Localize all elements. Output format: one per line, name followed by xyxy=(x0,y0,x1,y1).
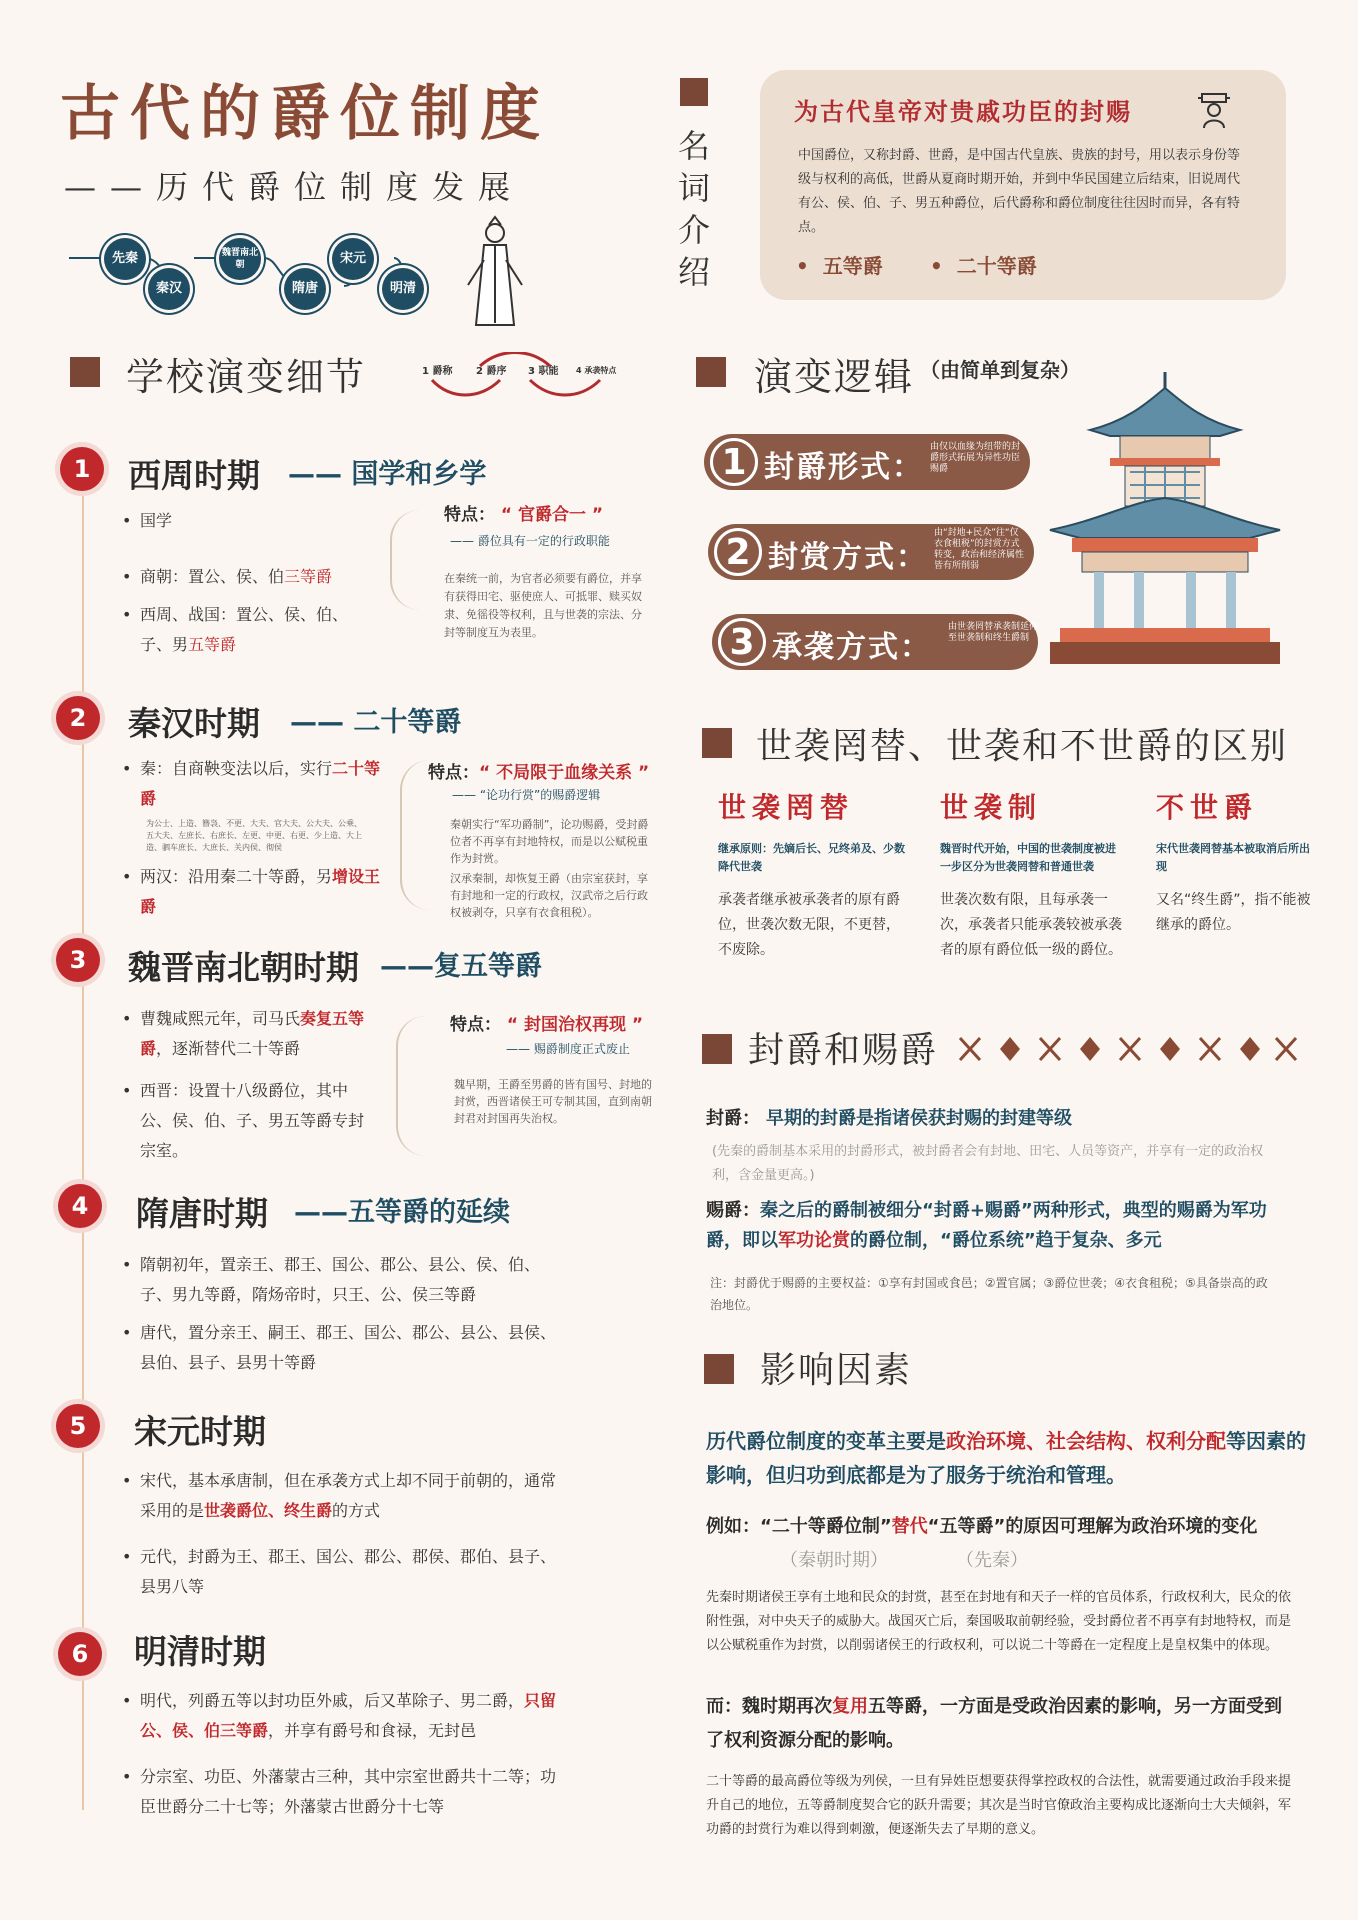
period-number: 1 xyxy=(60,447,104,491)
period-bullets xyxy=(122,1466,564,1610)
period-bullets xyxy=(122,862,382,930)
logic-section-title: 演变逻辑 xyxy=(754,355,915,399)
period-title: 明清时期 xyxy=(134,1632,266,1671)
feature-subline: —— 赐爵制度正式废止 xyxy=(506,1042,630,1056)
logic-number: 2 xyxy=(714,528,762,576)
period-bullets xyxy=(122,1004,378,1174)
period-title: 宋元时期 xyxy=(134,1412,266,1451)
official-hat-icon xyxy=(1196,90,1232,130)
logic-item-title: 承袭方式： xyxy=(772,630,932,665)
period-bullets xyxy=(122,1250,564,1386)
section-marker xyxy=(702,728,732,758)
diff-rule: 魏晋时代开始，中国的世袭制度被进一步区分为世袭罔替和普通世袭 xyxy=(940,842,1116,873)
intro-tag-ershideng: • 二十等爵 xyxy=(930,254,1037,278)
period-number: 3 xyxy=(56,938,100,982)
feature-subline: —— “论功行赏”的赐爵逻辑 xyxy=(452,788,601,802)
page-title: 古代的爵位制度 xyxy=(60,79,550,149)
diff-heading: 不世爵 xyxy=(1156,791,1259,824)
period-number: 6 xyxy=(58,1632,102,1676)
page-subtitle: ——历代爵位制度发展 xyxy=(64,168,525,206)
period-number: 4 xyxy=(58,1184,102,1228)
period-subtitle: —— 二十等爵 xyxy=(290,707,462,738)
bullet-item: • 两汉：沿用秦二十等爵，另增设王爵 xyxy=(122,862,382,922)
timeline-node: 隋唐 xyxy=(284,268,326,310)
bracket-divider xyxy=(390,510,420,610)
section-marker xyxy=(696,357,726,387)
feng-note: (先秦的爵制基本采用的封爵形式，被封爵者会有封地、田宅、人员等资产，并享有一定的政治权利，含金量更高。) xyxy=(712,1144,1264,1183)
factors-contrast: 而：魏时期再次复用五等爵，一方面是受政治因素的影响，另一方面受到了权利资源分配的影响。 xyxy=(706,1696,1282,1751)
pagoda-illustration xyxy=(1030,370,1300,670)
logic-paren: （由简单到复杂） xyxy=(920,358,1080,382)
feng-line: 封爵： 早期的封爵是指诸侯获封赐的封建等级 xyxy=(706,1108,1072,1129)
bullet-item: • 宋代，基本承唐制，但在承袭方式上却不同于前朝的，通常采用的是世袭爵位、终生爵的方式 xyxy=(122,1466,564,1526)
bullet-item: • 西晋：设置十八级爵位，其中公、侯、伯、子、男五等爵专封宗室。 xyxy=(122,1076,378,1166)
feature-desc: 秦朝实行“军功爵制”，论功赐爵，受封爵位者不再享有封地特权，而是以公赋税重作为封赏。 xyxy=(450,818,649,865)
feature-subline: —— 爵位具有一定的行政职能 xyxy=(450,534,610,548)
period-subtitle: ——复五等爵 xyxy=(380,951,542,982)
logic-item xyxy=(712,614,1038,670)
diff-rule: 宋代世袭罔替基本被取消后所出现 xyxy=(1156,842,1310,873)
logic-number: 3 xyxy=(718,618,766,666)
factors-lead: 历代爵位制度的变革主要是政治环境、社会结构、权利分配等因素的影响，但归功到底都是为了服务于统治和管理。 xyxy=(706,1429,1306,1487)
bracket-divider xyxy=(396,1016,426,1156)
flow-step: 1 爵称 xyxy=(422,366,453,377)
timeline-node: 明清 xyxy=(382,268,424,310)
period-timeline-line xyxy=(82,480,84,1810)
feature-line: 特点：“ 不局限于血缘关系 ” xyxy=(428,763,650,783)
bullet-item: • 西周、战国：置公、侯、伯、子、男五等爵 xyxy=(122,600,372,660)
intro-card xyxy=(760,70,1286,300)
period-bullets xyxy=(122,754,382,822)
period-title: 魏晋南北朝时期 xyxy=(128,948,359,987)
flow-step: 3 职能 xyxy=(528,366,559,377)
bullet-item: • 秦：自商鞅变法以后，实行二十等爵 xyxy=(122,754,382,814)
period-bullets xyxy=(122,506,372,668)
feature-desc: 魏早期，王爵至男爵的皆有国号、封地的封赏，西晋诸侯王可专制其国，直到南朝封君对封国再失治权。 xyxy=(454,1078,652,1125)
section-marker xyxy=(704,1354,734,1384)
feature-desc: 汉承秦制，却恢复王爵（由宗室获封，享有封地和一定的行政权，汉武帝之后行政权被剥夺，只享有衣食租税）。 xyxy=(450,872,648,919)
feature-line: 特点： “ 封国治权再现 ” xyxy=(450,1015,644,1035)
flow-steps xyxy=(420,352,620,402)
period-subtitle: ——五等爵的延续 xyxy=(294,1197,510,1228)
school-section-title: 学校演变细节 xyxy=(126,355,367,399)
diff-col xyxy=(1156,786,1316,938)
section-marker xyxy=(702,1034,732,1064)
diff-rule: 继承原则：先嫡后长、兄终弟及、少数降代世袭 xyxy=(718,842,905,873)
diff-body: 世袭次数有限，且每承袭一次，承袭者只能承袭较被承袭者的原有爵位低一级的爵位。 xyxy=(940,892,1122,958)
period-title: 隋唐时期 xyxy=(136,1194,268,1233)
diff-col xyxy=(718,786,908,963)
logic-item-title: 封赏方式： xyxy=(768,540,928,575)
logic-item-desc: 由世袭罔替承袭制延伸至世袭制和终生爵制 xyxy=(948,622,1039,643)
section-marker xyxy=(70,357,100,387)
period-bullets xyxy=(122,1686,570,1830)
intro-tag-wudeng: • 五等爵 xyxy=(796,254,883,278)
diff-section-title: 世袭罔替、世袭和不世爵的区别 xyxy=(756,726,1289,767)
diff-col xyxy=(940,786,1126,963)
rights-note: 注：封爵优于赐爵的主要权益：①享有封国或食邑；②置官属；③爵位世袭；④衣食租税；⑤具备崇高的政治地位。 xyxy=(710,1276,1268,1312)
example-note: （先秦） xyxy=(956,1550,1028,1571)
dynasty-timeline xyxy=(64,236,444,326)
logic-item-desc: 由仅以血缘为纽带的封爵形式拓展为异性功臣赐爵 xyxy=(930,442,1021,474)
bullet-item: • 分宗室、功臣、外藩蒙古三种，其中宗室世爵共十二等；功臣世爵分二十七等；外藩蒙古世爵分十七等 xyxy=(122,1762,570,1822)
feature-line: 特点： “ 官爵合一 ” xyxy=(444,505,604,525)
period-title: 西周时期 xyxy=(128,456,260,495)
flow-step: 4 承袭特点 xyxy=(576,366,617,375)
feature-desc: 在秦统一前，为官者必须要有爵位，并享有获得田宅、驱使庶人、可抵罪、赎买奴隶、免徭役等权利，且与世袭的宗法、分封等制度互为表里。 xyxy=(444,572,642,639)
ci-line: 赐爵：秦之后的爵制被细分“封爵+赐爵”两种形式，典型的赐爵为军功爵，即以军功论赏的爵位制，“爵位系统”趋于复杂、多元 xyxy=(706,1200,1267,1251)
timeline-node: 秦汉 xyxy=(148,268,190,310)
bullet-item: • 元代，封爵为王、郡王、国公、郡公、郡侯、郡伯、县子、县男八等 xyxy=(122,1542,564,1602)
diff-heading: 世袭罔替 xyxy=(718,791,855,824)
logic-item-title: 封爵形式： xyxy=(764,450,924,485)
intro-body: 中国爵位，又称封爵、世爵，是中国古代皇族、贵族的封号，用以表示身份等级与权利的高低，世爵从夏商时期开始，并到中华民国建立后结束，旧说周代有公、侯、伯、子、男五种爵位，后代爵称和爵位制度往往因时而异，各有特点。 xyxy=(798,148,1241,235)
example-note: （秦朝时期） xyxy=(780,1550,888,1571)
period-title: 秦汉时期 xyxy=(128,704,260,743)
bullet-item: • 唐代，置分亲王、嗣王、郡王、国公、郡公、县公、县侯、县伯、县子、县男十等爵 xyxy=(122,1318,564,1378)
logic-item-desc: 由“封地+民众”往“仅衣食租税”的封赏方式转变，政治和经济属性皆有所削弱 xyxy=(934,528,1025,571)
period-subtitle: —— 国学和乡学 xyxy=(288,459,487,490)
intro-side-title: 名词介绍 xyxy=(678,127,711,291)
diff-body: 又名“终生爵”，指不能被继承的爵位。 xyxy=(1156,892,1311,933)
section-marker xyxy=(680,78,708,106)
bullet-item: • 隋朝初年，置亲王、郡王、国公、郡公、县公、侯、伯、子、男九等爵，隋炀帝时，只王、公、侯三等爵 xyxy=(122,1250,564,1310)
timeline-node: 宋元 xyxy=(332,238,374,280)
logic-number: 1 xyxy=(710,438,758,486)
scholar-figure-icon xyxy=(460,215,530,330)
diff-heading: 世袭制 xyxy=(940,791,1043,824)
intro-heading: 为古代皇帝对贵戚功臣的封赐 xyxy=(794,98,1132,126)
rank-list: 为公士、上造、簪袅、不更、大夫、官大夫、公大夫、公乘、五大夫、左庶长、右庶长、左更、中更、右更、少上造、大上造、驷车庶长、大庶长、关内侯、彻侯 xyxy=(146,819,362,852)
bullet-item: • 明代，列爵五等以封功臣外戚，后又革除子、男二爵，只留公、侯、伯三等爵，并享有爵号和食禄，无封邑 xyxy=(122,1686,570,1746)
logic-item xyxy=(704,434,1030,490)
factors-example: 例如：“二十等爵位制”替代“五等爵”的原因可理解为政治环境的变化 xyxy=(706,1516,1258,1537)
diff-body: 承袭者继承被承袭者的原有爵位，世袭次数无限，不更替，不废除。 xyxy=(718,892,900,958)
bracket-divider xyxy=(400,760,430,910)
factors-paragraph: 二十等爵的最高爵位等级为列侯，一旦有异姓臣想要获得掌控政权的合法性，就需要通过政治手段来提升自己的地位，五等爵制度契合它的跃升需要；其次是当时官僚政治主要构成比逐渐向士大夫倾斜，军功爵的封赏行为难以得到刺激，便逐渐失去了早期的意义。 xyxy=(706,1774,1292,1837)
timeline-node: 先秦 xyxy=(104,238,146,280)
bullet-item: • 曹魏咸熙元年，司马氏奏复五等爵，逐渐替代二十等爵 xyxy=(122,1004,378,1064)
logic-item xyxy=(708,524,1034,580)
bullet-item: • 商朝：置公、侯、伯三等爵 xyxy=(122,562,372,592)
diamond-pattern-decor xyxy=(958,1034,1298,1064)
factors-paragraph: 先秦时期诸侯王享有土地和民众的封赏，甚至在封地有和天子一样的官员体系，行政权利大，民众的依附性强，对中央天子的威胁大。战国灭亡后，秦国吸取前朝经验，受封爵位者不再享有封地特权，而是以公赋税重作为封赏，以削弱诸侯王的行政权利，可以说二十等爵在一定程度上是皇权集中的体现。 xyxy=(706,1590,1292,1653)
bullet-item: • 国学 xyxy=(122,506,372,536)
factors-section-title: 影响因素 xyxy=(760,1350,913,1391)
period-number: 2 xyxy=(56,696,100,740)
period-number: 5 xyxy=(56,1404,100,1448)
timeline-node: 魏晋南北朝 xyxy=(219,238,261,280)
feng-section-title: 封爵和赐爵 xyxy=(748,1030,939,1071)
flow-step: 2 爵序 xyxy=(476,366,507,377)
